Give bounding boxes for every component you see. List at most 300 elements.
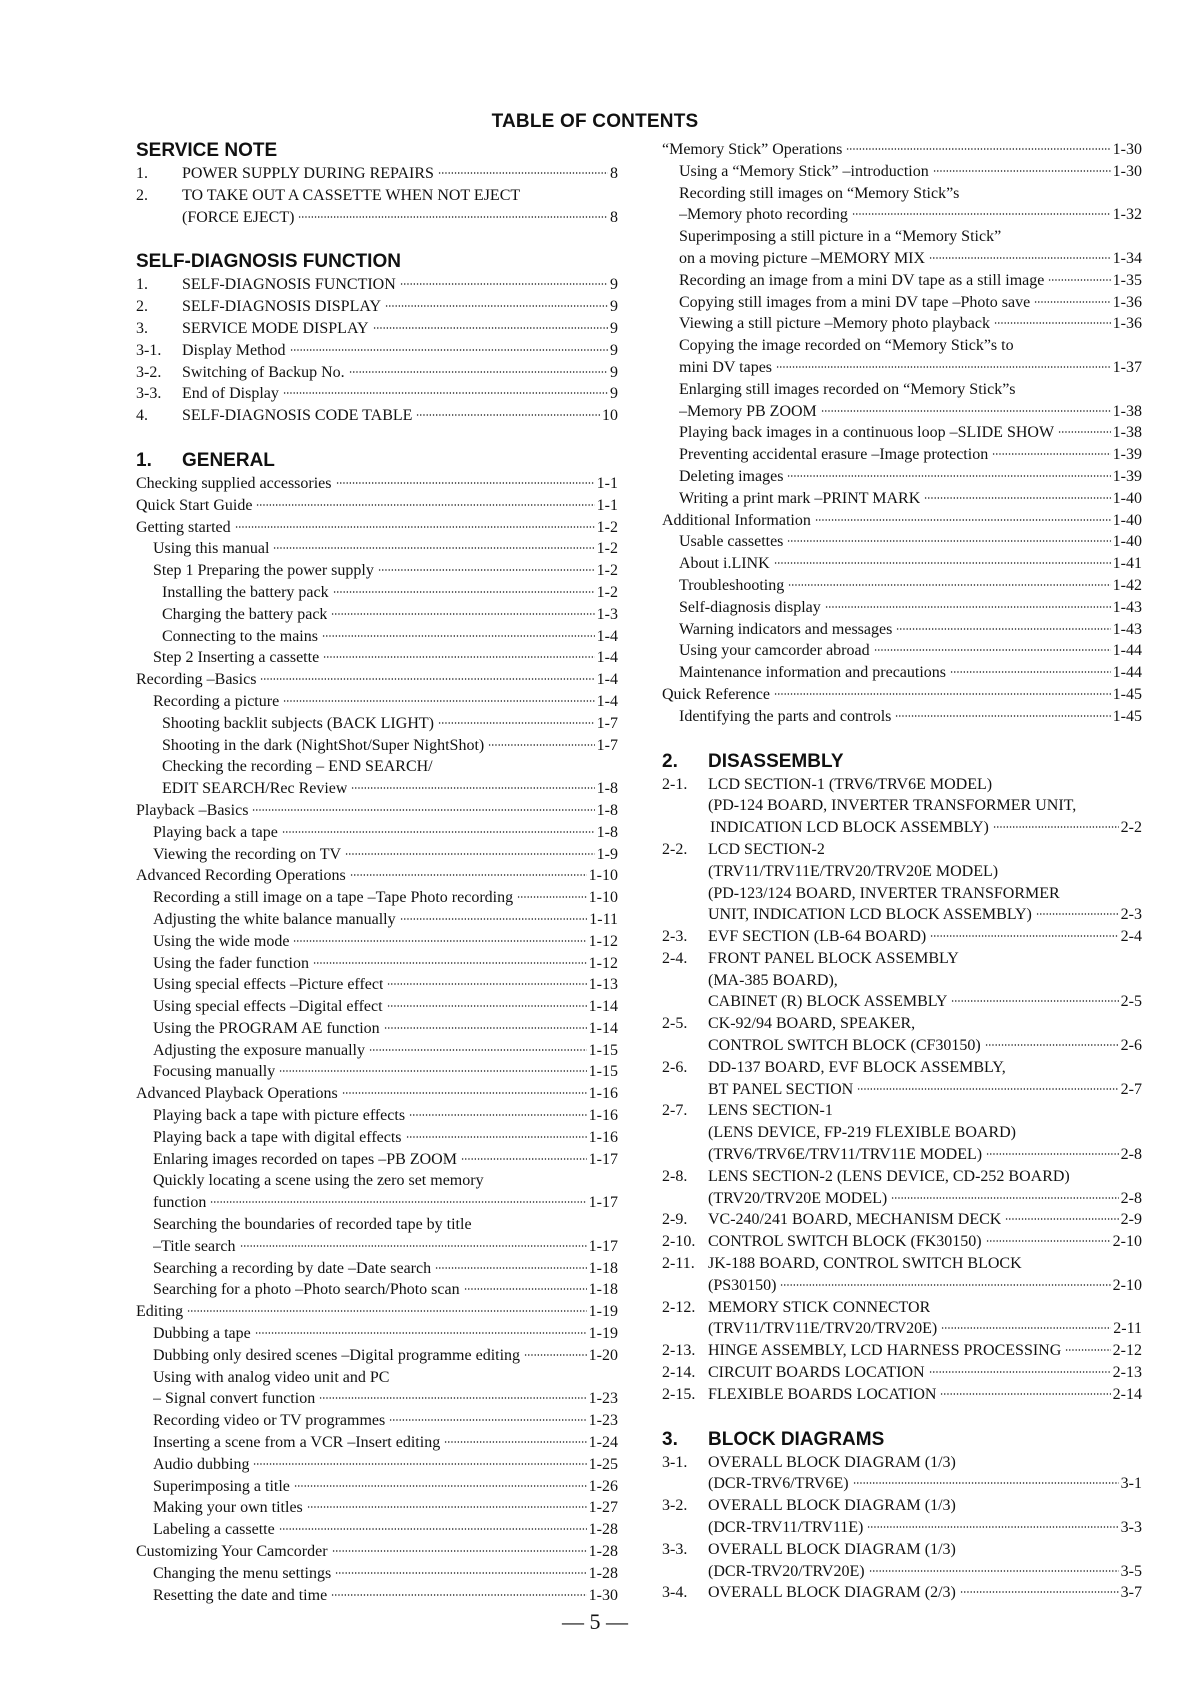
toc-entry[interactable] [662, 379, 1142, 401]
entry-page: 2-11 [1113, 1320, 1142, 1338]
toc-entry[interactable] [136, 1367, 618, 1389]
entry-page: 1-9 [596, 845, 618, 863]
entry-title: (MA-385 BOARD), [708, 971, 838, 989]
entry-title: Viewing a still picture –Memory photo playback [679, 315, 990, 333]
toc-entry[interactable] [662, 1035, 1142, 1057]
entry-page: 1-4 [596, 671, 618, 689]
entry-title: Switching of Backup No. [182, 363, 345, 381]
dot-leader [444, 1441, 586, 1443]
toc-entry[interactable] [662, 401, 1142, 423]
toc-entry[interactable] [136, 887, 618, 909]
entry-number: 2-15. [662, 1385, 696, 1403]
entry-title: Playing back a tape with digital effects [153, 1128, 402, 1146]
entry-title: MEMORY STICK CONNECTOR [708, 1298, 931, 1316]
entry-title: BT PANEL SECTION [708, 1080, 854, 1098]
toc-entry[interactable] [136, 1454, 618, 1476]
entry-number: 2. [136, 298, 148, 316]
entry-title: Deleting images [679, 467, 784, 485]
dot-leader [895, 715, 1110, 717]
entry-page: 1-16 [588, 1128, 618, 1146]
toc-entry[interactable] [662, 1452, 1142, 1474]
toc-entry[interactable] [662, 1122, 1142, 1144]
entry-title: (DCR-TRV11/TRV11E) [708, 1519, 864, 1537]
section-title: SERVICE NOTE [136, 140, 278, 161]
section-heading [136, 139, 618, 163]
entry-title: –Memory photo recording [679, 206, 848, 224]
entry-page: 1-17 [588, 1194, 618, 1212]
entry-title: Searching for a photo –Photo search/Photo scan [153, 1281, 460, 1299]
toc-entry[interactable] [136, 844, 618, 866]
toc-entry[interactable] [136, 800, 618, 822]
entry-number: 2-1. [662, 775, 688, 793]
entry-title: Getting started [136, 518, 231, 536]
dot-leader [350, 874, 587, 876]
dot-leader [986, 1153, 1119, 1155]
dot-leader [416, 414, 600, 416]
entry-title: Searching the boundaries of recorded tape by title [153, 1216, 472, 1234]
entry-number: 2-10. [662, 1233, 696, 1251]
entry-page: 1-8 [596, 801, 618, 819]
toc-entry[interactable] [662, 531, 1142, 553]
entry-title: OVERALL BLOCK DIAGRAM (1/3) [708, 1453, 956, 1471]
entry-page: 1-12 [588, 954, 618, 972]
entry-title: Recording still images on “Memory Stick”s [679, 184, 960, 202]
toc-entry[interactable] [136, 996, 618, 1018]
toc-entry[interactable] [662, 575, 1142, 597]
toc-entry[interactable] [662, 1561, 1142, 1583]
toc-entry[interactable] [136, 1497, 618, 1519]
entry-title: (PD-123/124 BOARD, INVERTER TRANSFORMER [708, 884, 1060, 902]
entry-title: (LENS DEVICE, FP-219 FLEXIBLE BOARD) [708, 1124, 1016, 1142]
dot-leader [373, 327, 608, 329]
entry-title: End of Display [182, 385, 279, 403]
entry-title: Self-diagnosis display [679, 598, 821, 616]
dot-leader [378, 569, 595, 571]
entry-page: 8 [610, 165, 618, 182]
toc-entry[interactable] [136, 163, 618, 185]
entry-page: 1-2 [596, 562, 618, 580]
entry-number: 2-7. [662, 1102, 688, 1120]
dot-leader [319, 1397, 586, 1399]
entry-title: (FORCE EJECT) [182, 208, 295, 226]
toc-entry[interactable] [136, 669, 618, 691]
dot-leader [409, 1114, 587, 1116]
toc-entry[interactable] [662, 774, 1142, 796]
page-title: TABLE OF CONTENTS [491, 111, 699, 132]
entry-title: on a moving picture –MEMORY MIX [679, 249, 926, 267]
entry-page: 1-20 [588, 1346, 618, 1364]
entry-number: 3-3. [662, 1540, 688, 1558]
entry-title: “Memory Stick” Operations [662, 141, 843, 158]
entry-page: 1-23 [588, 1390, 618, 1408]
toc-entry[interactable] [662, 183, 1142, 205]
entry-title: Usable cassettes [679, 533, 784, 551]
entry-page: 1-30 [1112, 141, 1142, 158]
toc-entry[interactable] [136, 517, 618, 539]
toc-entry[interactable] [136, 560, 618, 582]
toc-entry[interactable] [136, 713, 618, 735]
dot-leader [869, 1570, 1119, 1572]
entry-number: 3-2. [662, 1497, 688, 1515]
toc-entry[interactable] [662, 904, 1142, 926]
dot-leader [384, 1027, 587, 1029]
entry-title: (TRV20/TRV20E MODEL) [708, 1189, 888, 1207]
toc-entry[interactable] [136, 1323, 618, 1345]
entry-title: CK-92/94 BOARD, SPEAKER, [708, 1015, 916, 1033]
entry-page: 1-30 [588, 1586, 618, 1604]
entry-title: Maintenance information and precautions [679, 664, 947, 682]
dot-leader [825, 606, 1111, 608]
dot-leader [929, 257, 1111, 259]
entry-page: 1-28 [588, 1543, 618, 1561]
entry-title: LCD SECTION-1 (TRV6/TRV6E MODEL) [708, 775, 993, 793]
entry-page: 1-28 [588, 1521, 618, 1539]
toc-entry[interactable] [136, 1476, 618, 1498]
toc-entry[interactable] [136, 1345, 618, 1367]
toc-entry[interactable] [662, 640, 1142, 662]
toc-entry[interactable] [662, 597, 1142, 619]
entry-title: Inserting a scene from a VCR –Insert editing [153, 1434, 441, 1452]
toc-entry[interactable] [136, 1541, 618, 1563]
toc-entry[interactable] [662, 795, 1142, 817]
dot-leader [351, 787, 594, 789]
entry-page: 9 [610, 298, 618, 316]
toc-entry[interactable] [662, 619, 1142, 641]
dot-leader [253, 1463, 586, 1465]
dot-leader [780, 1284, 1110, 1286]
toc-entry[interactable] [662, 292, 1142, 314]
entry-title: Display Method [182, 341, 286, 359]
entry-number: 2. [136, 186, 148, 204]
dot-leader [252, 809, 594, 811]
dot-leader [787, 475, 1110, 477]
entry-title: – Signal convert function [153, 1390, 316, 1408]
toc-entry[interactable] [662, 313, 1142, 335]
entry-title: JK-188 BOARD, CONTROL SWITCH BLOCK [708, 1255, 1022, 1273]
entry-title: Adjusting the exposure manually [153, 1041, 365, 1059]
entry-number: 2-3. [662, 928, 688, 946]
entry-page: 1-18 [588, 1259, 618, 1277]
entry-page: 1-44 [1112, 664, 1142, 682]
toc-entry[interactable] [136, 778, 618, 800]
toc-entry[interactable] [662, 161, 1142, 183]
dot-leader [283, 392, 608, 394]
dot-leader [774, 562, 1111, 564]
entry-page: 1-28 [588, 1564, 618, 1582]
dot-leader [389, 1419, 586, 1421]
toc-entry[interactable] [136, 207, 618, 229]
entry-page: 9 [610, 341, 618, 359]
entry-page: 1-8 [596, 823, 618, 841]
toc-entry[interactable] [662, 1253, 1142, 1275]
toc-entry[interactable] [662, 226, 1142, 248]
dot-leader [323, 656, 595, 658]
entry-title: EVF SECTION (LB-64 BOARD) [708, 928, 927, 946]
entry-page: 1-11 [589, 910, 618, 928]
toc-entry[interactable] [662, 1231, 1142, 1253]
toc-entry[interactable] [662, 248, 1142, 270]
entry-title: Advanced Playback Operations [136, 1085, 338, 1103]
toc-entry[interactable] [136, 1410, 618, 1432]
toc-entry[interactable] [662, 970, 1142, 992]
entry-page: 1-43 [1112, 620, 1142, 638]
entry-title: Recording an image from a mini DV tape as a still image [679, 271, 1045, 289]
entry-number: 3-1. [662, 1453, 688, 1471]
dot-leader [852, 213, 1111, 215]
entry-title: Playback –Basics [136, 801, 249, 819]
toc-entry[interactable] [136, 909, 618, 931]
dot-leader [438, 722, 595, 724]
entry-page: 1-27 [588, 1499, 618, 1517]
toc-entry[interactable] [136, 1258, 618, 1280]
toc-entry[interactable] [136, 185, 618, 207]
toc-entry[interactable] [136, 1170, 618, 1192]
entry-title: Enlaring images recorded on tapes –PB ZOOM [153, 1150, 457, 1168]
toc-entry[interactable] [136, 383, 618, 405]
toc-right-column [662, 139, 1142, 1604]
toc-entry[interactable] [136, 1127, 618, 1149]
toc-entry[interactable] [136, 1585, 618, 1607]
toc-entry[interactable] [662, 662, 1142, 684]
toc-entry[interactable] [662, 357, 1142, 379]
toc-entry[interactable] [662, 839, 1142, 861]
dot-leader [435, 1267, 587, 1269]
toc-entry[interactable] [136, 340, 618, 362]
dot-leader [933, 170, 1111, 172]
entry-title: (PD-124 BOARD, INVERTER TRANSFORMER UNIT, [708, 797, 1077, 815]
toc-entry[interactable] [662, 466, 1142, 488]
toc-entry[interactable] [136, 296, 618, 318]
entry-number: 3-3. [136, 385, 162, 403]
toc-entry[interactable] [136, 1083, 618, 1105]
dot-leader [787, 540, 1110, 542]
toc-entry[interactable] [662, 1297, 1142, 1319]
dot-leader [210, 1201, 586, 1203]
toc-entry[interactable] [662, 706, 1142, 728]
entry-title: Making your own titles [153, 1499, 303, 1517]
toc-entry[interactable] [662, 1362, 1142, 1384]
toc-entry[interactable] [136, 538, 618, 560]
toc-entry[interactable] [136, 1214, 618, 1236]
toc-entry[interactable] [662, 204, 1142, 226]
entry-title: Focusing manually [153, 1063, 276, 1081]
toc-entry[interactable] [662, 1100, 1142, 1122]
toc-entry[interactable] [662, 991, 1142, 1013]
entry-page: 1-39 [1112, 446, 1142, 464]
dot-leader [524, 1354, 587, 1356]
entry-number: 4. [136, 407, 148, 425]
toc-entry[interactable] [136, 647, 618, 669]
dot-leader [331, 1594, 587, 1596]
toc-entry[interactable] [136, 865, 618, 887]
toc-entry[interactable] [136, 626, 618, 648]
toc-entry[interactable] [662, 1517, 1142, 1539]
entry-title: OVERALL BLOCK DIAGRAM (2/3) [708, 1584, 956, 1602]
toc-entry[interactable] [662, 335, 1142, 357]
entry-title: Dubbing only desired scenes –Digital programme editing [153, 1346, 521, 1364]
toc-entry[interactable] [662, 1340, 1142, 1362]
toc-entry[interactable] [662, 817, 1142, 839]
toc-entry[interactable] [136, 1192, 618, 1214]
dot-leader [282, 831, 595, 833]
dot-leader [400, 918, 588, 920]
toc-entry[interactable] [136, 318, 618, 340]
dot-leader [1005, 1218, 1118, 1220]
toc-entry[interactable] [136, 1519, 618, 1541]
entry-title: Step 1 Preparing the power supply [153, 562, 374, 580]
toc-entry[interactable] [136, 473, 618, 495]
toc-entry[interactable] [662, 1079, 1142, 1101]
toc-entry[interactable] [136, 582, 618, 604]
entry-title: OVERALL BLOCK DIAGRAM (1/3) [708, 1497, 956, 1515]
dot-leader [1065, 1349, 1110, 1351]
entry-page: 2-10 [1112, 1233, 1142, 1251]
toc-entry[interactable] [662, 510, 1142, 532]
entry-page: 1-16 [588, 1085, 618, 1103]
entry-title: INDICATION LCD BLOCK ASSEMBLY) [710, 819, 989, 837]
dot-leader [776, 366, 1111, 368]
dot-leader [941, 1327, 1111, 1329]
entry-title: Superimposing a still picture in a “Memory Stick” [679, 228, 1002, 246]
entry-page: 2-9 [1120, 1211, 1142, 1229]
entry-page: 10 [602, 407, 618, 425]
entry-page: 1-23 [588, 1412, 618, 1430]
toc-entry[interactable] [136, 1061, 618, 1083]
toc-entry[interactable] [662, 1209, 1142, 1231]
toc-entry[interactable] [136, 1105, 618, 1127]
entry-title: (DCR-TRV20/TRV20E) [708, 1562, 865, 1580]
dot-leader [406, 1136, 587, 1138]
entry-title: Recording video or TV programmes [153, 1412, 386, 1430]
toc-entry[interactable] [136, 495, 618, 517]
toc-entry[interactable] [136, 735, 618, 757]
toc-entry[interactable] [136, 691, 618, 713]
dot-leader [960, 1591, 1119, 1593]
section-heading [662, 750, 1142, 774]
entry-page: 8 [610, 208, 618, 226]
entry-title: FLEXIBLE BOARDS LOCATION [708, 1385, 937, 1403]
dot-leader [986, 1240, 1111, 1242]
entry-number: 2-5. [662, 1015, 688, 1033]
dot-leader [985, 1044, 1119, 1046]
dot-leader [929, 1371, 1111, 1373]
entry-title: Connecting to the mains [162, 627, 318, 645]
dot-leader [256, 504, 594, 506]
toc-entry[interactable] [662, 1318, 1142, 1340]
dot-leader [293, 940, 586, 942]
toc-entry[interactable] [662, 1057, 1142, 1079]
entry-number: 2-14. [662, 1364, 696, 1382]
dot-leader [1036, 913, 1119, 915]
dot-leader [187, 1310, 587, 1312]
entry-page: 1-41 [1112, 555, 1142, 573]
entry-page: 1-30 [1112, 162, 1142, 180]
toc-entry[interactable] [136, 1018, 618, 1040]
toc-entry[interactable] [136, 1388, 618, 1410]
toc-entry[interactable] [662, 1188, 1142, 1210]
entry-page: 1-38 [1112, 402, 1142, 420]
entry-number: 2-11. [662, 1255, 695, 1273]
entry-page: 2-14 [1112, 1385, 1142, 1403]
toc-entry[interactable] [662, 1384, 1142, 1406]
entry-title: Quick Reference [662, 685, 770, 703]
toc-entry[interactable] [662, 1166, 1142, 1188]
entry-title: Additional Information [662, 511, 811, 529]
toc-entry[interactable] [662, 1582, 1142, 1604]
entry-title: Customizing Your Camcorder [136, 1543, 328, 1561]
toc-entry[interactable] [136, 405, 618, 427]
toc-entry[interactable] [662, 883, 1142, 905]
toc-entry[interactable] [662, 1275, 1142, 1297]
toc-entry[interactable] [136, 931, 618, 953]
toc-entry[interactable] [136, 953, 618, 975]
toc-entry[interactable] [662, 1013, 1142, 1035]
toc-entry[interactable] [662, 270, 1142, 292]
dot-leader [385, 305, 608, 307]
toc-entry[interactable] [136, 1279, 618, 1301]
toc-entry[interactable] [136, 1301, 618, 1323]
entry-page: 1-3 [596, 605, 618, 623]
dot-leader [240, 1245, 587, 1247]
entry-number: 3-1. [136, 341, 162, 359]
toc-entry[interactable] [662, 926, 1142, 948]
entry-page: 1-1 [596, 474, 618, 492]
entry-page: 1-17 [588, 1237, 618, 1255]
toc-entry[interactable] [662, 861, 1142, 883]
toc-entry[interactable] [136, 974, 618, 996]
toc-entry[interactable] [662, 684, 1142, 706]
toc-entry[interactable] [662, 444, 1142, 466]
toc-entry[interactable] [136, 1040, 618, 1062]
toc-entry[interactable] [662, 948, 1142, 970]
toc-entry[interactable] [662, 553, 1142, 575]
toc-entry[interactable] [662, 488, 1142, 510]
toc-entry[interactable] [136, 822, 618, 844]
toc-entry[interactable] [136, 604, 618, 626]
dot-leader [788, 584, 1110, 586]
entry-title: LENS SECTION-1 [708, 1102, 833, 1120]
dot-leader [387, 983, 586, 985]
toc-entry[interactable] [662, 139, 1142, 161]
dot-leader [255, 1332, 587, 1334]
dot-leader [994, 322, 1111, 324]
toc-entry[interactable] [136, 1236, 618, 1258]
section-heading [136, 449, 618, 473]
section-title: SELF-DIAGNOSIS FUNCTION [136, 251, 401, 273]
toc-entry[interactable] [136, 1563, 618, 1585]
dot-leader [336, 482, 595, 484]
toc-entry[interactable] [662, 1473, 1142, 1495]
toc-entry[interactable] [662, 1144, 1142, 1166]
toc-entry[interactable] [662, 1495, 1142, 1517]
toc-entry[interactable] [136, 362, 618, 384]
entry-title: Enlarging still images recorded on “Memory Stick”s [679, 380, 1016, 398]
entry-page: 9 [610, 363, 618, 381]
toc-entry[interactable] [136, 274, 618, 296]
entry-page: 3-7 [1120, 1584, 1142, 1602]
toc-entry[interactable] [136, 1432, 618, 1454]
toc-entry[interactable] [662, 1539, 1142, 1561]
toc-entry[interactable] [662, 422, 1142, 444]
toc-left-column [136, 139, 618, 1606]
toc-entry[interactable] [136, 1149, 618, 1171]
entry-title: Writing a print mark –PRINT MARK [679, 489, 921, 507]
entry-page: 1-25 [588, 1455, 618, 1473]
section-spacer [662, 728, 1142, 750]
toc-entry[interactable] [136, 756, 618, 778]
entry-title: Playing back images in a continuous loop –SLIDE SHOW [679, 424, 1055, 442]
dot-leader [349, 371, 608, 373]
